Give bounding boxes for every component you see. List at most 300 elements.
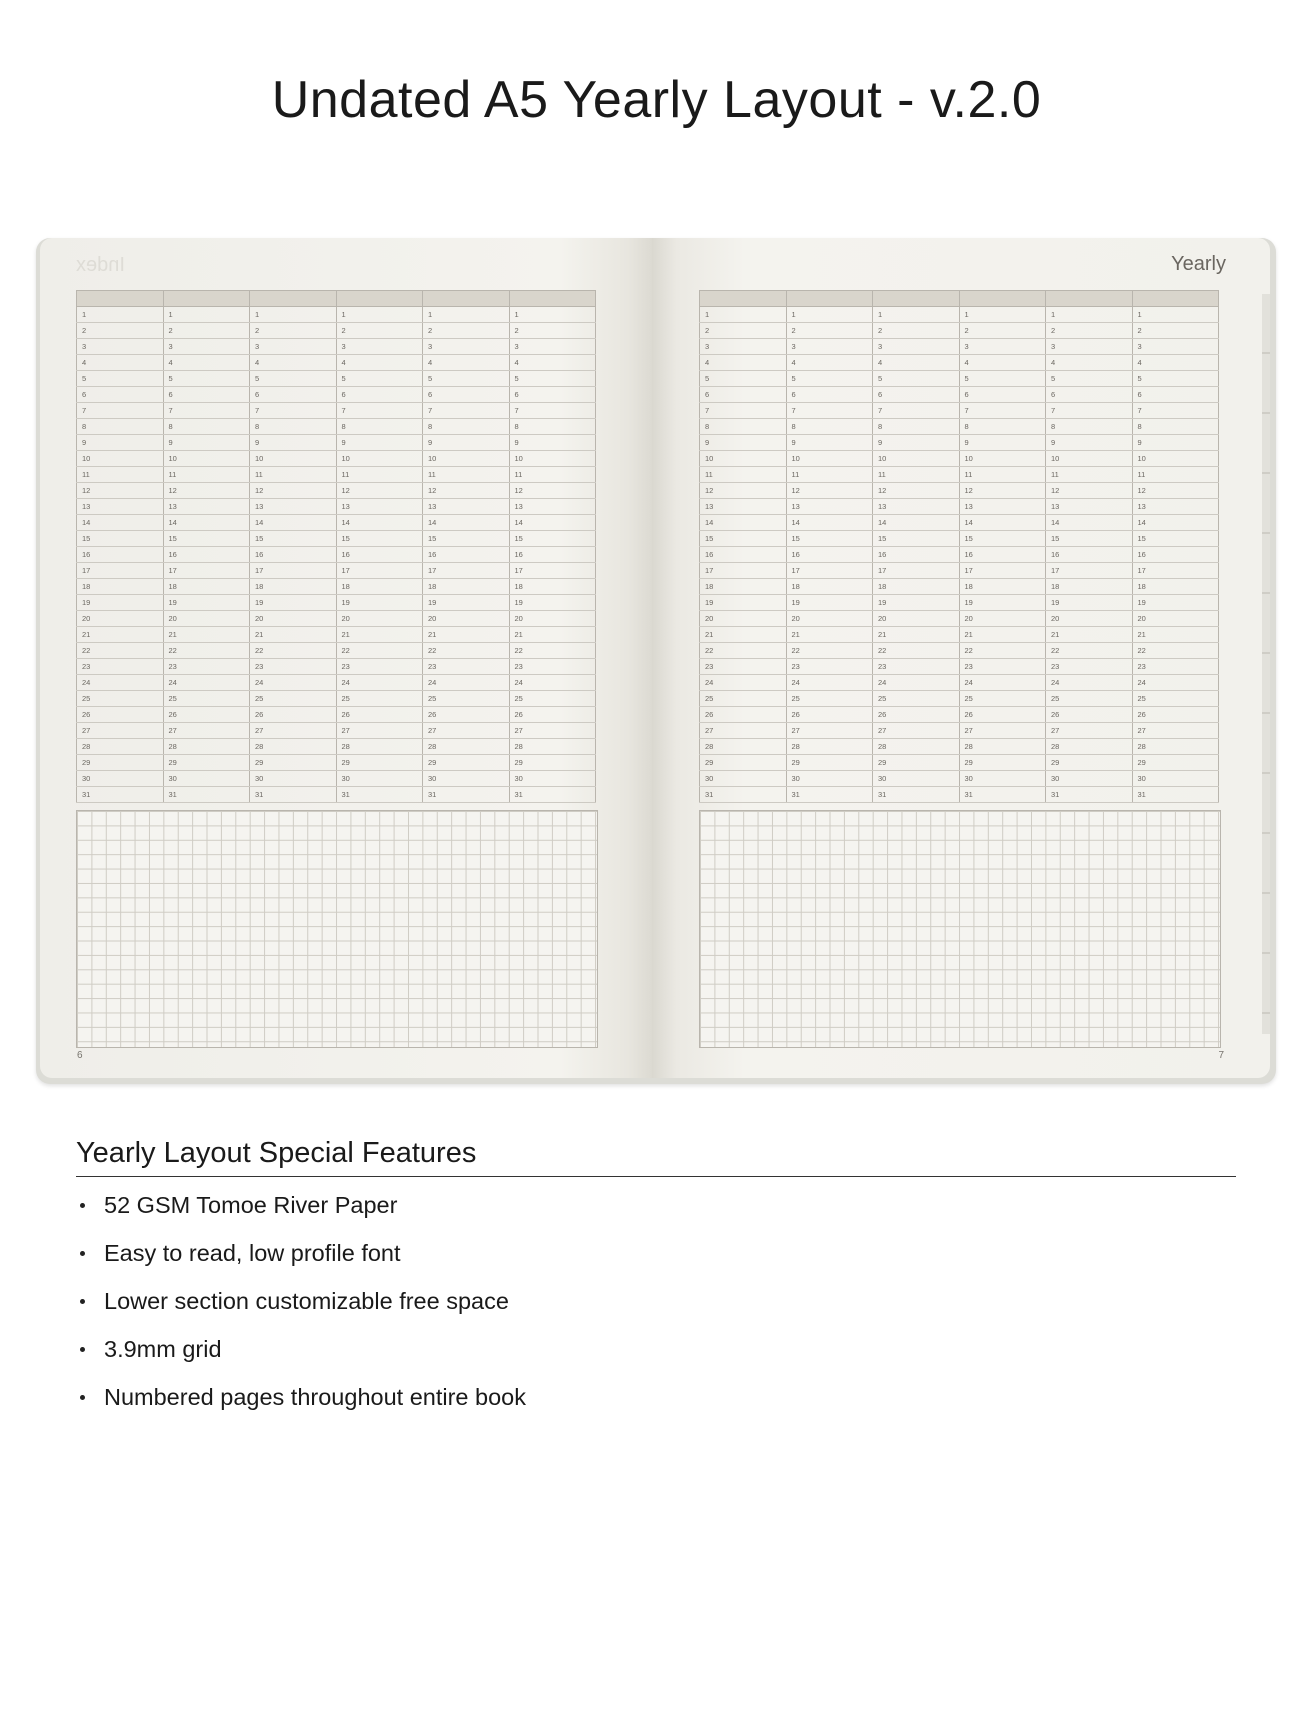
day-cell: 28 [1046,739,1133,755]
day-cell: 3 [423,339,510,355]
features-heading: Yearly Layout Special Features [76,1137,1236,1177]
day-cell: 18 [250,579,337,595]
day-row [700,371,1219,387]
day-row [700,547,1219,563]
day-cell: 8 [959,419,1046,435]
day-cell: 21 [77,627,164,643]
day-cell: 2 [163,323,250,339]
day-cell: 3 [336,339,423,355]
day-cell: 9 [786,435,873,451]
day-cell: 20 [336,611,423,627]
day-cell: 9 [959,435,1046,451]
day-cell: 10 [1132,451,1219,467]
day-cell: 17 [1046,563,1133,579]
day-row [77,355,596,371]
day-cell: 13 [1046,499,1133,515]
day-row [700,467,1219,483]
page-number-left: 6 [77,1050,83,1061]
day-cell: 7 [336,403,423,419]
day-cell: 18 [423,579,510,595]
day-cell: 27 [163,723,250,739]
day-cell: 5 [959,371,1046,387]
day-cell: 31 [786,787,873,803]
month-header-cell [1046,291,1133,307]
day-cell: 25 [1046,691,1133,707]
day-cell: 2 [873,323,960,339]
day-cell: 22 [423,643,510,659]
day-cell: 9 [700,435,787,451]
day-cell: 29 [336,755,423,771]
day-cell: 6 [1132,387,1219,403]
day-cell: 13 [77,499,164,515]
month-header-cell [423,291,510,307]
month-header-cell [77,291,164,307]
day-row [77,531,596,547]
day-cell: 9 [1132,435,1219,451]
right-page [652,238,1270,1078]
day-row [77,371,596,387]
day-cell: 22 [1132,643,1219,659]
page-title: Undated A5 Yearly Layout - v.2.0 [271,71,1042,129]
day-row [700,323,1219,339]
day-cell: 19 [336,595,423,611]
day-cell: 6 [336,387,423,403]
day-cell: 5 [1132,371,1219,387]
day-cell: 15 [423,531,510,547]
day-cell: 6 [873,387,960,403]
day-cell: 25 [77,691,164,707]
day-cell: 10 [77,451,164,467]
day-cell: 18 [1046,579,1133,595]
day-cell: 9 [1046,435,1133,451]
day-cell: 24 [959,675,1046,691]
day-cell: 8 [163,419,250,435]
day-cell: 11 [1132,467,1219,483]
day-cell: 27 [1132,723,1219,739]
day-row [77,307,596,323]
day-cell: 10 [959,451,1046,467]
yearly-calendar-table-right [699,290,1219,803]
day-cell: 9 [250,435,337,451]
day-row [77,707,596,723]
day-cell: 15 [509,531,596,547]
notebook-spread [36,238,1276,1084]
day-cell: 31 [1132,787,1219,803]
day-cell: 1 [163,307,250,323]
day-cell: 17 [423,563,510,579]
day-cell: 23 [786,659,873,675]
day-cell: 5 [163,371,250,387]
day-row [77,451,596,467]
day-cell: 6 [1046,387,1133,403]
day-cell: 10 [509,451,596,467]
day-cell: 10 [786,451,873,467]
day-row [700,355,1219,371]
day-cell: 25 [873,691,960,707]
day-cell: 17 [509,563,596,579]
day-cell: 2 [77,323,164,339]
index-header-ghost: Index [76,254,125,276]
day-cell: 24 [873,675,960,691]
day-cell: 29 [873,755,960,771]
day-cell: 13 [959,499,1046,515]
day-cell: 4 [959,355,1046,371]
day-cell: 16 [77,547,164,563]
feature-item: 52 GSM Tomoe River Paper [76,1190,526,1238]
day-row [77,723,596,739]
day-cell: 29 [250,755,337,771]
day-row [700,771,1219,787]
day-cell: 6 [786,387,873,403]
day-cell: 7 [77,403,164,419]
month-header-cell [700,291,787,307]
day-row [77,403,596,419]
day-cell: 12 [1132,483,1219,499]
day-row [700,483,1219,499]
day-row [700,643,1219,659]
day-cell: 19 [163,595,250,611]
day-cell: 11 [1046,467,1133,483]
day-row [77,675,596,691]
day-cell: 18 [336,579,423,595]
day-row [77,499,596,515]
day-cell: 11 [786,467,873,483]
day-cell: 13 [786,499,873,515]
day-cell: 11 [250,467,337,483]
day-cell: 23 [509,659,596,675]
day-cell: 7 [423,403,510,419]
day-cell: 6 [959,387,1046,403]
day-cell: 14 [250,515,337,531]
day-cell: 3 [77,339,164,355]
day-row [77,659,596,675]
day-cell: 11 [336,467,423,483]
day-cell: 27 [1046,723,1133,739]
day-cell: 9 [163,435,250,451]
day-cell: 19 [700,595,787,611]
day-row [77,627,596,643]
day-cell: 1 [700,307,787,323]
month-header-cell [873,291,960,307]
day-cell: 10 [873,451,960,467]
day-cell: 12 [163,483,250,499]
day-row [77,691,596,707]
day-cell: 29 [1046,755,1133,771]
day-cell: 15 [786,531,873,547]
day-cell: 18 [1132,579,1219,595]
day-cell: 1 [250,307,337,323]
day-row [700,595,1219,611]
day-cell: 14 [700,515,787,531]
month-header-cell [959,291,1046,307]
day-cell: 15 [1132,531,1219,547]
day-cell: 30 [1046,771,1133,787]
day-cell: 11 [509,467,596,483]
day-row [700,739,1219,755]
day-cell: 1 [77,307,164,323]
day-cell: 17 [77,563,164,579]
day-cell: 16 [250,547,337,563]
day-row [700,387,1219,403]
day-cell: 31 [336,787,423,803]
day-cell: 26 [700,707,787,723]
day-cell: 29 [423,755,510,771]
day-row [77,787,596,803]
day-cell: 27 [77,723,164,739]
day-cell: 31 [700,787,787,803]
day-cell: 26 [163,707,250,723]
day-cell: 14 [1046,515,1133,531]
day-cell: 18 [77,579,164,595]
day-cell: 2 [1046,323,1133,339]
day-row [77,755,596,771]
day-row [77,419,596,435]
day-cell: 31 [509,787,596,803]
day-cell: 16 [336,547,423,563]
day-cell: 25 [509,691,596,707]
day-cell: 17 [700,563,787,579]
day-cell: 2 [423,323,510,339]
day-cell: 10 [336,451,423,467]
day-cell: 21 [163,627,250,643]
day-cell: 6 [163,387,250,403]
day-row [700,787,1219,803]
day-cell: 10 [700,451,787,467]
day-cell: 4 [700,355,787,371]
day-cell: 18 [163,579,250,595]
day-cell: 28 [163,739,250,755]
day-cell: 14 [77,515,164,531]
day-cell: 31 [250,787,337,803]
day-cell: 4 [163,355,250,371]
day-cell: 4 [1046,355,1133,371]
feature-item: Easy to read, low profile font [76,1238,526,1286]
day-cell: 21 [959,627,1046,643]
day-cell: 2 [336,323,423,339]
day-cell: 22 [873,643,960,659]
day-row [700,723,1219,739]
day-cell: 1 [336,307,423,323]
day-cell: 10 [1046,451,1133,467]
day-cell: 7 [700,403,787,419]
day-cell: 10 [423,451,510,467]
day-cell: 30 [959,771,1046,787]
day-cell: 31 [873,787,960,803]
day-cell: 7 [786,403,873,419]
day-cell: 3 [959,339,1046,355]
day-cell: 26 [336,707,423,723]
day-cell: 23 [959,659,1046,675]
day-cell: 21 [700,627,787,643]
day-cell: 14 [1132,515,1219,531]
day-cell: 26 [509,707,596,723]
day-cell: 19 [873,595,960,611]
day-cell: 12 [700,483,787,499]
day-cell: 20 [1046,611,1133,627]
day-cell: 28 [423,739,510,755]
day-cell: 13 [163,499,250,515]
day-cell: 23 [250,659,337,675]
day-cell: 22 [959,643,1046,659]
day-cell: 6 [509,387,596,403]
day-row [77,771,596,787]
day-cell: 24 [509,675,596,691]
day-cell: 1 [786,307,873,323]
day-row [700,611,1219,627]
day-cell: 14 [163,515,250,531]
day-cell: 29 [1132,755,1219,771]
day-cell: 9 [509,435,596,451]
day-cell: 2 [1132,323,1219,339]
day-cell: 15 [336,531,423,547]
day-cell: 14 [786,515,873,531]
day-cell: 25 [336,691,423,707]
day-cell: 30 [700,771,787,787]
day-cell: 24 [700,675,787,691]
day-cell: 16 [509,547,596,563]
day-cell: 21 [423,627,510,643]
day-cell: 5 [336,371,423,387]
day-cell: 1 [873,307,960,323]
day-row [700,659,1219,675]
day-cell: 3 [1046,339,1133,355]
day-row [700,451,1219,467]
day-cell: 8 [1132,419,1219,435]
day-cell: 30 [1132,771,1219,787]
day-cell: 15 [163,531,250,547]
day-cell: 12 [786,483,873,499]
day-cell: 19 [786,595,873,611]
day-cell: 13 [873,499,960,515]
day-cell: 18 [700,579,787,595]
day-row [77,483,596,499]
day-cell: 4 [336,355,423,371]
free-space-grid-right [699,810,1221,1048]
day-cell: 3 [250,339,337,355]
day-cell: 27 [336,723,423,739]
day-row [700,707,1219,723]
day-cell: 10 [163,451,250,467]
day-cell: 13 [509,499,596,515]
day-cell: 31 [423,787,510,803]
day-row [700,627,1219,643]
yearly-calendar-table-left [76,290,596,803]
day-cell: 28 [786,739,873,755]
day-cell: 21 [786,627,873,643]
day-row [700,563,1219,579]
day-row [700,515,1219,531]
day-cell: 20 [163,611,250,627]
day-cell: 27 [509,723,596,739]
day-cell: 2 [509,323,596,339]
day-row [77,611,596,627]
day-cell: 23 [163,659,250,675]
day-cell: 20 [959,611,1046,627]
day-cell: 11 [423,467,510,483]
day-cell: 12 [509,483,596,499]
day-cell: 12 [1046,483,1133,499]
day-cell: 4 [1132,355,1219,371]
day-cell: 18 [959,579,1046,595]
day-cell: 4 [77,355,164,371]
day-cell: 22 [250,643,337,659]
day-cell: 28 [509,739,596,755]
day-cell: 8 [423,419,510,435]
day-cell: 20 [423,611,510,627]
day-cell: 26 [250,707,337,723]
yearly-header: Yearly [1171,253,1226,275]
day-cell: 28 [77,739,164,755]
day-cell: 13 [336,499,423,515]
day-cell: 1 [509,307,596,323]
day-cell: 16 [1046,547,1133,563]
day-cell: 3 [786,339,873,355]
day-cell: 17 [336,563,423,579]
day-cell: 24 [1132,675,1219,691]
day-cell: 24 [250,675,337,691]
day-cell: 29 [700,755,787,771]
day-cell: 16 [1132,547,1219,563]
month-header-cell [163,291,250,307]
day-cell: 18 [786,579,873,595]
day-row [77,739,596,755]
month-header-cell [1132,291,1219,307]
day-cell: 14 [509,515,596,531]
day-cell: 15 [250,531,337,547]
day-cell: 20 [786,611,873,627]
day-cell: 17 [1132,563,1219,579]
day-cell: 21 [1046,627,1133,643]
day-cell: 28 [336,739,423,755]
day-cell: 3 [163,339,250,355]
day-cell: 21 [873,627,960,643]
day-cell: 10 [250,451,337,467]
day-cell: 1 [1046,307,1133,323]
day-cell: 24 [336,675,423,691]
day-cell: 22 [509,643,596,659]
day-cell: 30 [786,771,873,787]
day-cell: 23 [700,659,787,675]
day-cell: 16 [163,547,250,563]
day-cell: 29 [509,755,596,771]
day-cell: 1 [959,307,1046,323]
day-cell: 20 [700,611,787,627]
day-cell: 8 [509,419,596,435]
day-cell: 3 [1132,339,1219,355]
day-cell: 17 [959,563,1046,579]
day-cell: 30 [250,771,337,787]
day-cell: 7 [1132,403,1219,419]
day-cell: 28 [873,739,960,755]
day-row [77,547,596,563]
day-row [77,563,596,579]
day-cell: 8 [1046,419,1133,435]
day-cell: 22 [700,643,787,659]
day-cell: 14 [873,515,960,531]
day-cell: 27 [786,723,873,739]
day-cell: 20 [873,611,960,627]
day-cell: 25 [700,691,787,707]
day-cell: 12 [873,483,960,499]
day-cell: 13 [700,499,787,515]
day-cell: 21 [509,627,596,643]
day-row [700,531,1219,547]
day-cell: 6 [423,387,510,403]
day-cell: 20 [509,611,596,627]
free-space-grid-left [76,810,598,1048]
day-cell: 23 [77,659,164,675]
day-row [77,467,596,483]
